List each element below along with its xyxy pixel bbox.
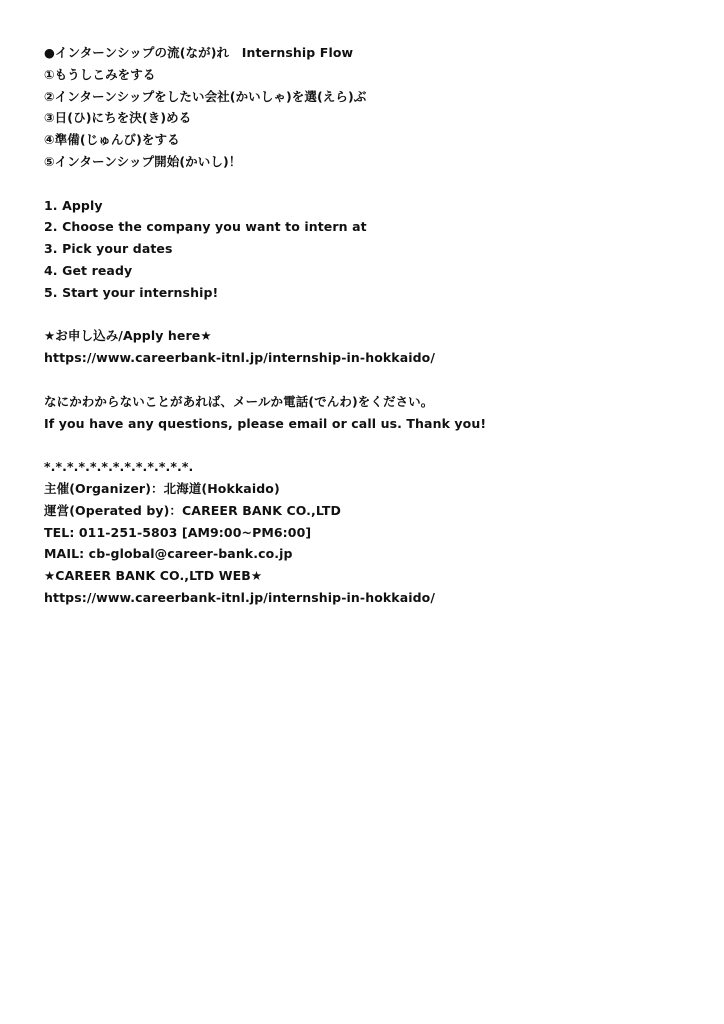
apply-url[interactable]: https://www.careerbank-itnl.jp/internship-in-hokkaido/: [44, 350, 436, 366]
en-step-3: 3. Pick your dates: [44, 241, 173, 257]
organizer: 主催(Organizer)：北海道(Hokkaido): [44, 480, 280, 496]
web-label: ★CAREER BANK CO.,LTD WEB★: [44, 568, 263, 584]
jp-step-3: ③日(ひ)にちを決(き)める: [44, 110, 192, 126]
questions-en: If you have any questions, please email or call us. Thank you!: [44, 415, 487, 431]
divider-dots: *.*.*.*.*.*.*.*.*.*.*.*.*.: [44, 459, 194, 475]
flow-heading: ●インターンシップの流(なが)れ Internship Flow: [44, 45, 354, 60]
en-step-2: 2. Choose the company you want to intern at: [44, 219, 367, 235]
jp-step-4: ④準備(じゅんび)をする: [44, 132, 180, 148]
en-step-4: 4. Get ready: [44, 262, 133, 278]
en-step-5: 5. Start your internship!: [44, 284, 219, 300]
spacer: [44, 369, 684, 391]
spacer: [44, 173, 684, 195]
mail[interactable]: MAIL: cb-global@career-bank.co.jp: [44, 546, 293, 562]
questions-jp: なにかわからないことがあれば、メールか電話(でんわ)をください。: [44, 393, 434, 409]
spacer: [44, 434, 684, 456]
jp-step-2: ②インターンシップをしたい会社(かいしゃ)を選(えら)ぶ: [44, 88, 367, 104]
document-body: [44, 42, 684, 609]
operator: 運営(Operated by)：CAREER BANK CO.,LTD: [44, 502, 341, 518]
apply-label: ★お申し込み/Apply here★: [44, 328, 212, 344]
jp-step-1: ①もうしこみをする: [44, 66, 156, 82]
spacer: [44, 304, 684, 326]
jp-step-5: ⑤インターンシップ開始(かいし)！: [44, 153, 242, 169]
tel: TEL: 011-251-5803 [AM9:00~PM6:00]: [44, 524, 312, 540]
web-url[interactable]: https://www.careerbank-itnl.jp/internship-in-hokkaido/: [44, 589, 436, 605]
en-step-1: 1. Apply: [44, 197, 103, 213]
